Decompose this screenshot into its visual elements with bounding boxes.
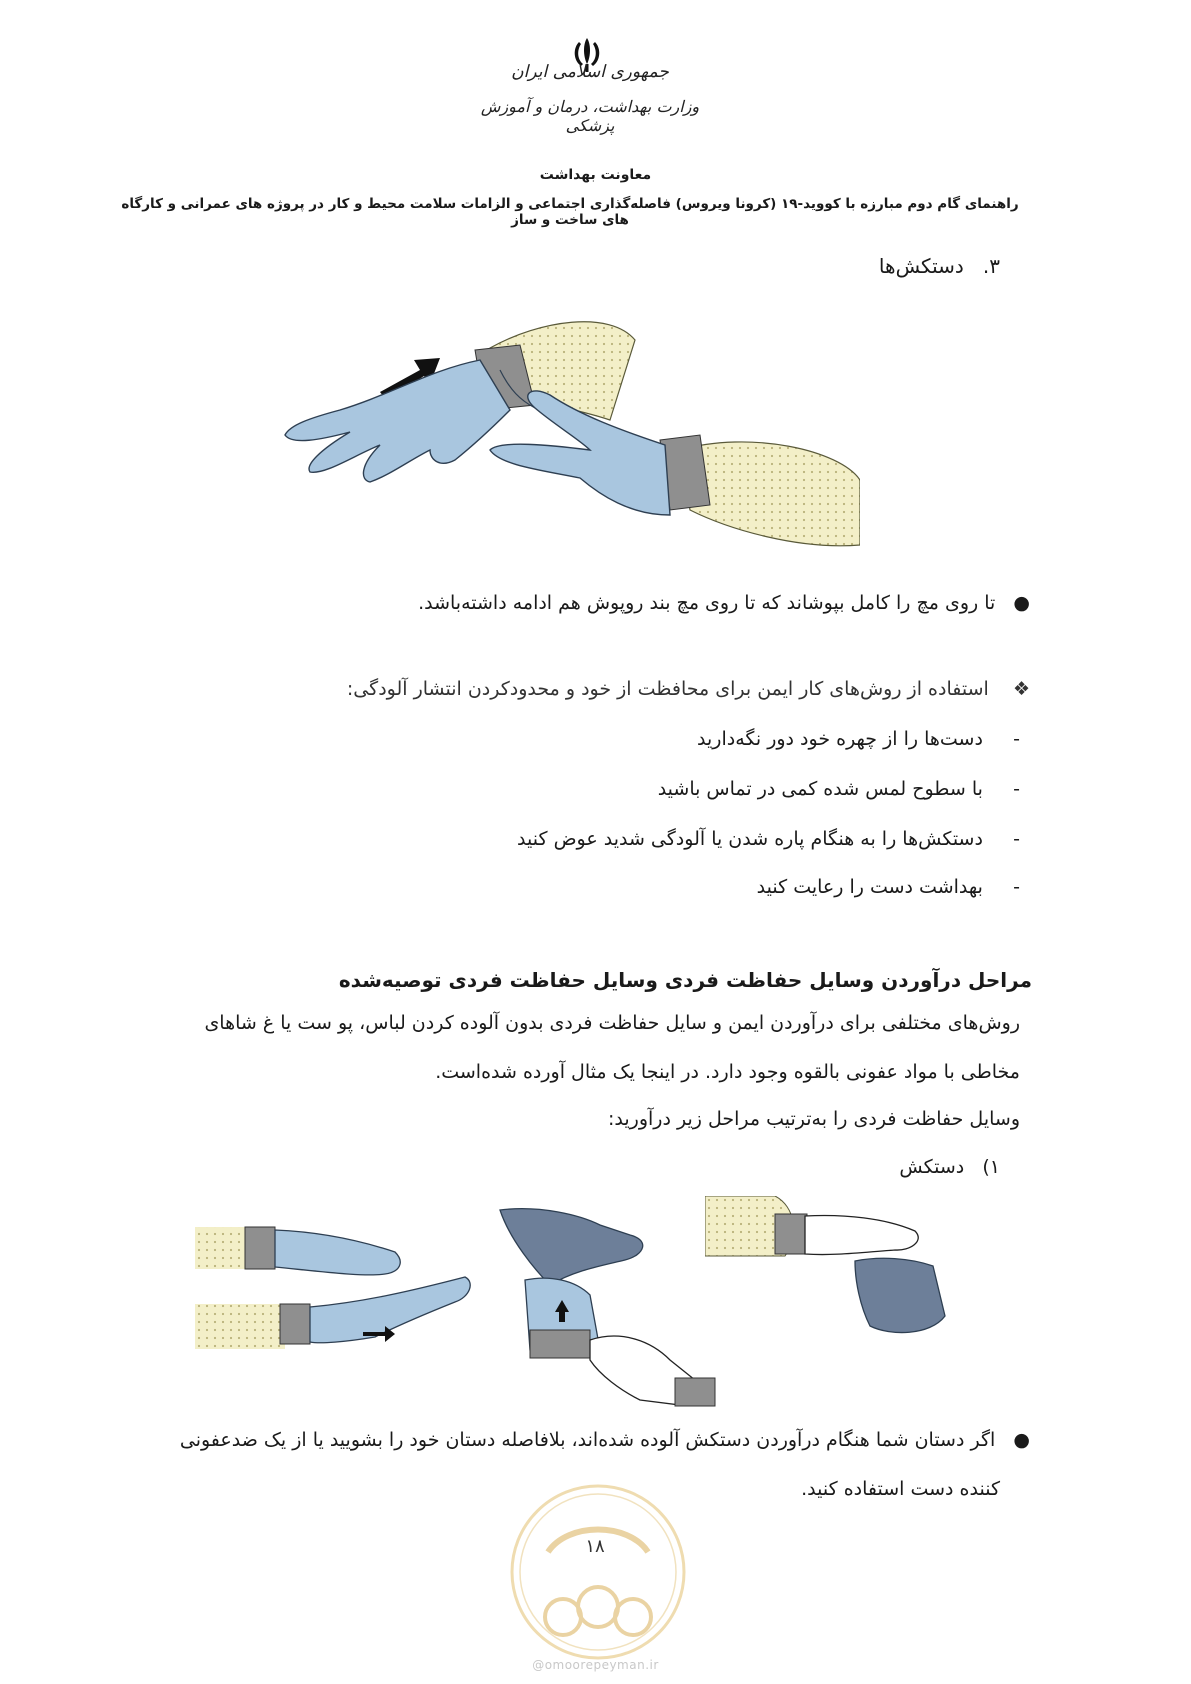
bullet-dot: ● xyxy=(995,1429,1030,1451)
step-number: ۱) xyxy=(982,1156,1000,1178)
org-name-line-1: جمهوری اسلامی ایران xyxy=(511,62,669,82)
list-marker: - xyxy=(1013,876,1020,898)
glove-donning-illustration xyxy=(280,300,860,560)
list-item xyxy=(200,724,1020,754)
glove-removal-step-c-illustration xyxy=(705,1196,985,1346)
glove-removal-step-b-illustration xyxy=(480,1200,725,1410)
bullet-2-text-line-1: اگر دستان شما هنگام درآوردن دستکش آلوده شده‌اند، بلافاصله دستان خود را بشویید یا از یک ضدعفونی xyxy=(179,1429,996,1451)
omoorepeyman-watermark-icon xyxy=(508,1482,688,1662)
page-number: ۱۸ xyxy=(585,1536,605,1557)
removal-paragraph-line-2: مخاطی با مواد عفونی بالقوه وجود دارد. در اینجا یک مثال آورده شده‌است. xyxy=(435,1061,1020,1083)
list-item-text: بهداشت دست را رعایت کنید xyxy=(756,876,983,898)
bullet-dot: ● xyxy=(995,592,1030,614)
bullet-2-text-line-2: کننده دست استفاده کنید. xyxy=(801,1478,1000,1500)
guide-title: راهنمای گام دوم مبارزه با کووید-۱۹ (کرونا ویروس) فاصله‌گذاری اجتماعی و الزامات سلامت محیط و کار در پروژه های عمرانی و کارگاه های ساخت و ساز xyxy=(121,196,1019,228)
org-name-line-2: وزارت بهداشت، درمان و آموزش پزشکی xyxy=(480,97,700,135)
bullet-1-text: تا روی مچ را کامل بپوشاند که تا روی مچ بند روپوش هم ادامه داشته‌باشد. xyxy=(418,592,996,614)
safe-work-intro xyxy=(200,674,1030,704)
list-item-text: دستکش‌ها را به هنگام پاره شدن یا آلودگی شدید عوض کنید xyxy=(517,828,983,850)
step-1-heading xyxy=(700,1152,1000,1182)
section-heading xyxy=(700,254,1000,278)
removal-heading: مراحل درآوردن وسایل حفاظت فردی وسایل حفاظت فردی توصیه‌شده xyxy=(338,968,1032,992)
safe-work-intro-text: استفاده از روش‌های کار ایمن برای محافظت از خود و محدودکردن انتشار آلودگی: xyxy=(346,678,989,700)
list-item xyxy=(200,774,1020,804)
bullet-text-2 xyxy=(110,1425,1030,1455)
watermark-url: @omoorepeyman.ir xyxy=(532,1658,659,1672)
list-item-text: با سطوح لمس شده کمی در تماس باشید xyxy=(657,778,983,800)
department-title: معاونت بهداشت xyxy=(539,167,652,183)
bullet-text-1 xyxy=(200,588,1030,618)
list-item xyxy=(200,824,1020,854)
list-marker: - xyxy=(1013,778,1020,800)
list-marker: - xyxy=(1013,828,1020,850)
list-marker: - xyxy=(1013,728,1020,750)
list-item-text: دست‌ها را از چهره خود دور نگه‌دارید xyxy=(697,728,983,750)
list-item xyxy=(200,872,1020,902)
diamond-bullet-icon: ❖ xyxy=(988,678,1030,700)
glove-removal-step-a-illustration xyxy=(195,1222,480,1354)
section-number: ۳. xyxy=(982,254,1000,278)
section-title: دستکش‌ها xyxy=(878,254,964,278)
step-label: دستکش xyxy=(899,1156,965,1178)
removal-paragraph-line-3: وسایل حفاظت فردی را به‌ترتیب مراحل زیر درآورید: xyxy=(608,1108,1020,1130)
removal-paragraph-line-1: روش‌های مختلفی برای درآوردن ایمن و سایل حفاظت فردی بدون آلوده کردن لباس، پو ست یا غ شاهای xyxy=(204,1012,1020,1034)
